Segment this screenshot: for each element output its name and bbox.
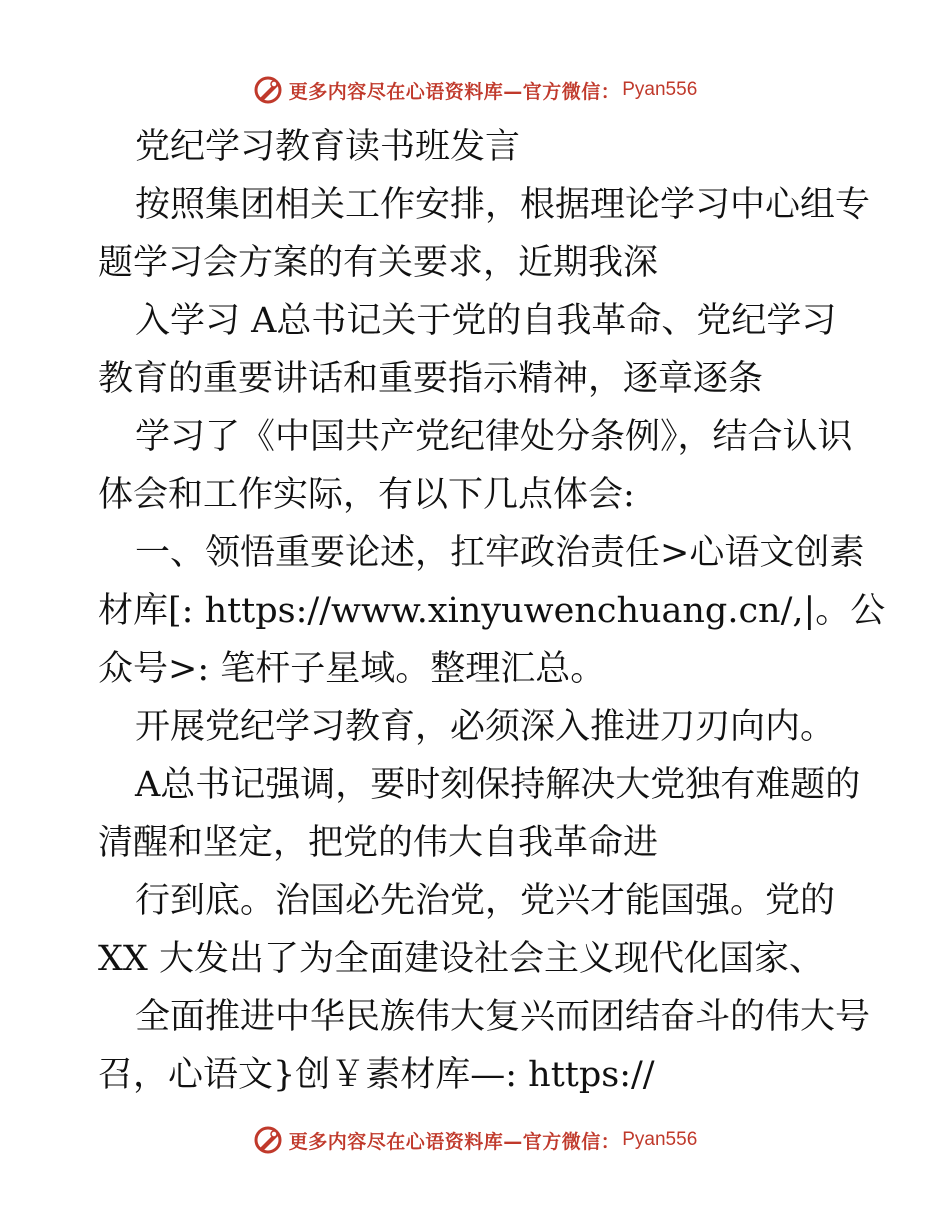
- text-line: 全面推进中华民族伟大复兴而团结奋斗的伟大号: [135, 997, 871, 1037]
- brush-logo-icon: [253, 75, 283, 105]
- text-line: 学习了《中国共产党纪律处分条例》，结合认识: [135, 417, 853, 457]
- watermark-account: Pyan556: [622, 1129, 698, 1150]
- text-line: 召，心语文}创￥素材库—: https://: [98, 1055, 655, 1095]
- document-body: [98, 118, 886, 1104]
- text-line: 行到底。治国必先治党，党兴才能国强。党的: [135, 881, 836, 921]
- text-line: 清醒和坚定，把党的伟大自我革命进: [98, 823, 659, 863]
- text-line: 党纪学习教育读书班发言: [135, 127, 521, 167]
- text-line: 众号>: 笔杆子星域。整理汇总。: [98, 649, 606, 689]
- text-line: 按照集团相关工作安排，根据理论学习中心组专: [135, 185, 871, 225]
- text-line: 一、领悟重要论述，扛牢政治责任>心语文创素: [135, 533, 865, 573]
- watermark-account: Pyan556: [622, 79, 698, 100]
- text-line: 开展党纪学习教育，必须深入推进刀刃向内。: [135, 707, 836, 747]
- text-line: XX 大发出了为全面建设社会主义现代化国家、: [98, 939, 824, 979]
- text-line: 教育的重要讲话和重要指示精神，逐章逐条: [98, 359, 764, 399]
- text-line: 材库[: https://www.xinyuwenchuang.cn/,|。公: [98, 591, 886, 631]
- watermark-footer: [0, 1120, 950, 1160]
- text-line: 入学习 A总书记关于党的自我革命、党纪学习: [135, 301, 837, 341]
- text-line: 体会和工作实际，有以下几点体会:: [98, 475, 635, 515]
- watermark-header: [0, 70, 950, 110]
- watermark-text: 更多内容尽在心语资料库—官方微信：: [288, 1130, 621, 1153]
- watermark-text: 更多内容尽在心语资料库—官方微信：: [288, 80, 621, 103]
- brush-logo-icon: [253, 1125, 283, 1155]
- text-line: A总书记强调，要时刻保持解决大党独有难题的: [135, 765, 861, 805]
- text-line: 题学习会方案的有关要求，近期我深: [98, 243, 659, 283]
